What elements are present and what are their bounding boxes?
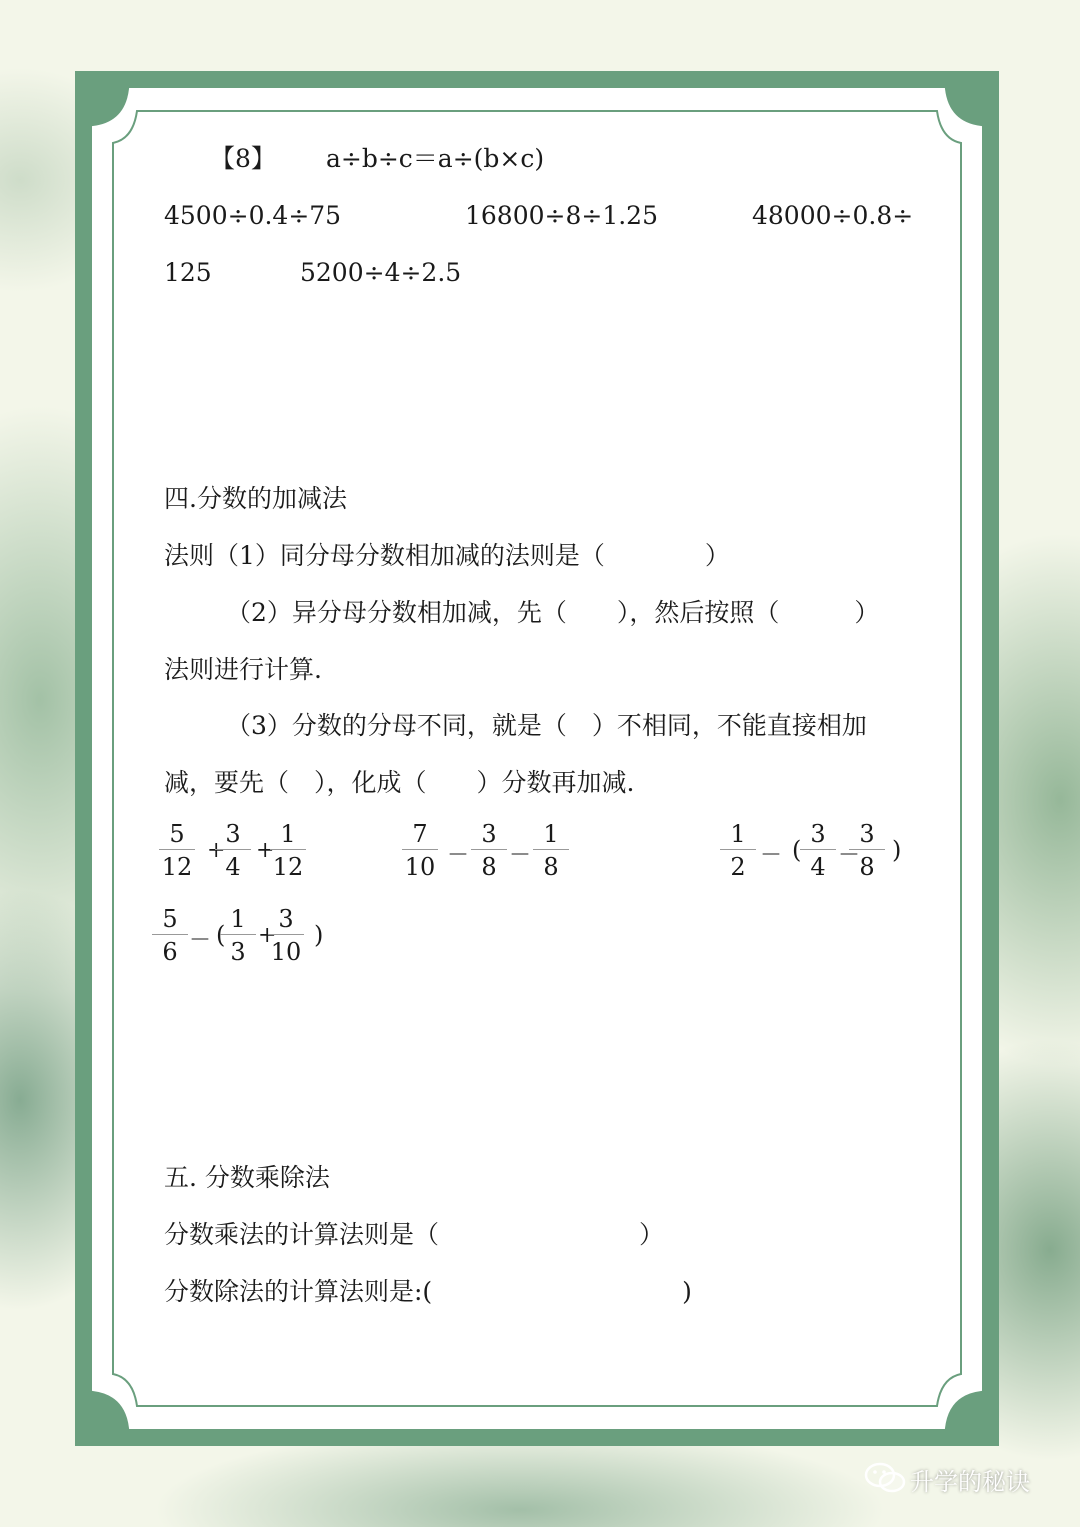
exercise-2: 16800÷8÷1.25 [465, 201, 658, 230]
section-label: 【8】 [210, 144, 276, 173]
exercise-4: 5200÷4÷2.5 [300, 258, 462, 287]
rule-text: 分数乘法的计算法则是（ ） [164, 1220, 665, 1249]
fraction: $\frac{3}{10}$ [268, 904, 304, 967]
fraction: $\frac{7}{10}$ [402, 819, 438, 882]
fraction: $\frac{1}{2}$ [720, 819, 756, 882]
wechat-icon [864, 1461, 908, 1495]
rule-text: 减，要先（ ），化成（ ）分数再加减. [164, 768, 635, 797]
rule-formula: a÷b÷c＝a÷(b×c) [326, 144, 545, 173]
minus-operator: － [509, 843, 532, 868]
exercise-1: 4500÷0.4÷75 [164, 201, 342, 230]
minus-operator: － [447, 843, 470, 868]
plus-operator: + [207, 838, 226, 863]
fraction: $\frac{1}{12}$ [270, 819, 306, 882]
exercise-3: 48000÷0.8÷ [752, 201, 914, 230]
open-paren: ( [792, 836, 802, 864]
rule-text: （3）分数的分母不同，就是（ ）不相同，不能直接相加 [226, 711, 867, 740]
section-title: 四.分数的加减法 [164, 484, 347, 513]
plus-operator: + [256, 838, 275, 863]
minus-operator: － [189, 928, 212, 953]
minus-operator: － [838, 843, 861, 868]
exercise-3-continued: 125 [164, 258, 212, 287]
rule-text: 法则（1）同分母分数相加减的法则是（ ） [164, 541, 730, 570]
fraction: $\frac{3}{8}$ [471, 819, 507, 882]
fraction: $\frac{1}{8}$ [533, 819, 569, 882]
minus-operator: － [760, 843, 783, 868]
rule-text: 分数除法的计算法则是:( ) [164, 1277, 692, 1306]
watermark-text: 升学的秘诀 [910, 1468, 1030, 1496]
rule-text: （2）异分母分数相加减，先（ ），然后按照（ ） [226, 598, 880, 627]
fraction: $\frac{3}{4}$ [800, 819, 836, 882]
fraction: $\frac{1}{3}$ [220, 904, 256, 967]
open-paren: ( [216, 921, 226, 949]
section-title: 五. 分数乘除法 [164, 1163, 330, 1192]
close-paren: ) [314, 921, 324, 949]
fraction: $\frac{3}{4}$ [215, 819, 251, 882]
rule-text: 法则进行计算. [164, 655, 322, 684]
fraction: $\frac{5}{6}$ [152, 904, 188, 967]
fraction: $\frac{5}{12}$ [159, 819, 195, 882]
fraction: $\frac{3}{8}$ [849, 819, 885, 882]
plus-operator: + [258, 923, 277, 948]
close-paren: ) [892, 836, 902, 864]
